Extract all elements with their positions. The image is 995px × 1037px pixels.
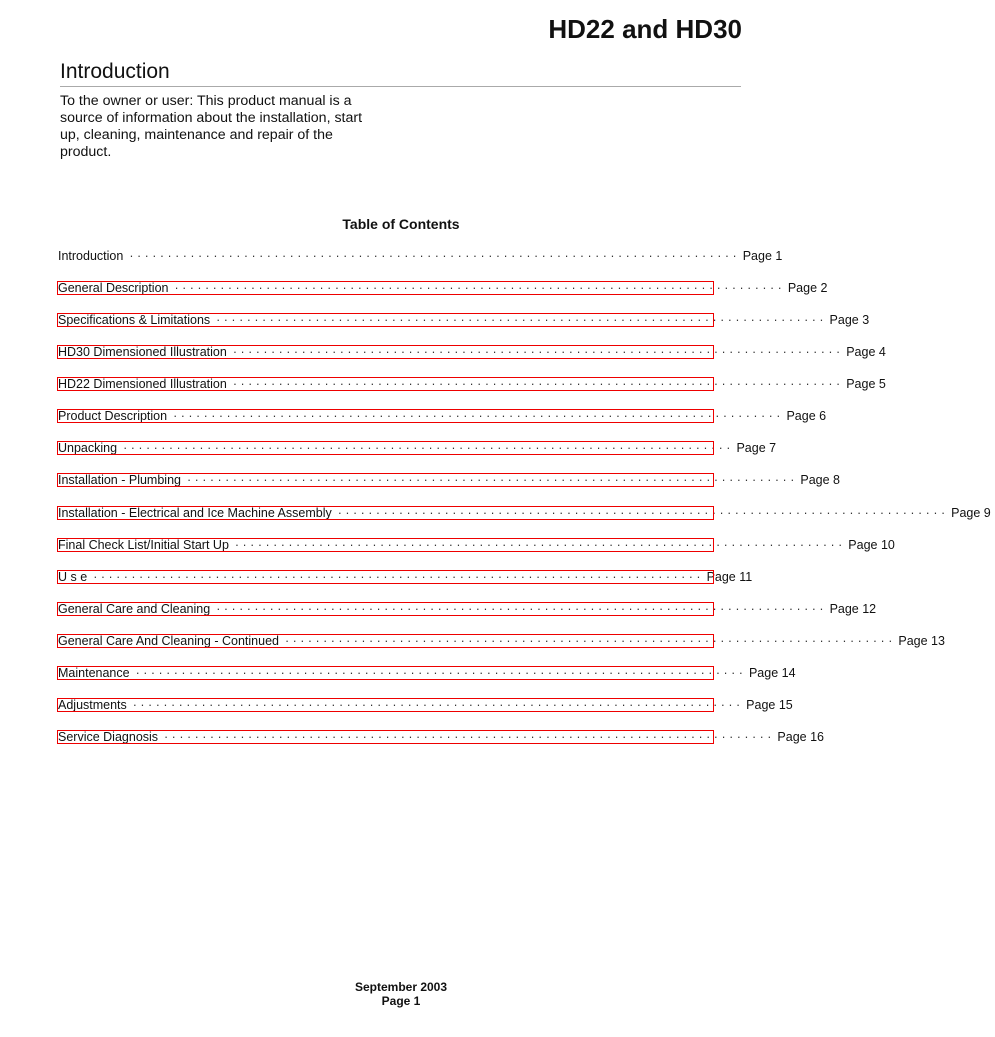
toc-entry[interactable]: [58, 697, 793, 713]
toc-entry-label: Unpacking: [58, 441, 118, 455]
toc-entry-page: Page 4: [846, 345, 886, 359]
toc-entry[interactable]: [58, 344, 886, 360]
toc-entry[interactable]: [58, 408, 827, 424]
toc-entry-page: Page 5: [846, 377, 886, 391]
toc-entry-page: Page 9: [951, 506, 991, 520]
toc-entry-label: U s e: [58, 570, 88, 584]
toc-entry-label: HD22 Dimensioned Illustration: [58, 377, 227, 391]
toc-entry[interactable]: [58, 729, 824, 745]
toc-leader-dots: · · · · · · · · · · · · · · · · · · · · · · · · · · · · · · · · · · · · · · · · · · · · · · · · · · · · · · · · · · · · · · · · · · · · · · · · · · · · · · · ·: [216, 602, 824, 616]
toc-entry-label: Specifications & Limitations: [58, 313, 211, 327]
toc-leader-dots: · · · · · · · · · · · · · · · · · · · · · · · · · · · · · · · · · · · · · · · · · · · · · · · · · · · · · · · · · · · · · · · · · · · · · · · · · · · · · · · ·: [337, 506, 946, 520]
toc-leader-dots: · · · · · · · · · · · · · · · · · · · · · · · · · · · · · · · · · · · · · · · · · · · · · · · · · · · · · · · · · · · · · · · · · · · · · · · · · · · · · · · ·: [173, 409, 781, 423]
toc-entry-page: Page 14: [748, 666, 796, 680]
toc-leader-dots: · · · · · · · · · · · · · · · · · · · · · · · · · · · · · · · · · · · · · · · · · · · · · · · · · · · · · · · · · · · · · · · · · · · · · · · · · · · · · · · ·: [216, 313, 824, 327]
toc-entry[interactable]: [58, 601, 877, 617]
toc-entry-page: Page 3: [829, 313, 870, 327]
toc-leader-dots: · · · · · · · · · · · · · · · · · · · · · · · · · · · · · · · · · · · · · · · · · · · · · · · · · · · · · · · · · · · · · · · · · · · · · · · · · · · · · · · ·: [232, 377, 841, 391]
toc-entry[interactable]: [58, 440, 777, 456]
toc-leader-dots: · · · · · · · · · · · · · · · · · · · · · · · · · · · · · · · · · · · · · · · · · · · · · · · · · · · · · · · · · · · · · · · · · · · · · · · · · · · · · · · ·: [135, 666, 743, 680]
toc-entry-label: Installation - Plumbing: [58, 473, 181, 487]
toc-entry[interactable]: [58, 312, 870, 328]
toc-leader-dots: · · · · · · · · · · · · · · · · · · · · · · · · · · · · · · · · · · · · · · · · · · · · · · · · · · · · · · · · · · · · · · · · · · · · · · · · · · · · · · · ·: [234, 538, 843, 552]
intro-paragraph: To the owner or user: This product manual is a source of information about the installation, start up, cleaning, maintenance and repair of the product.: [60, 93, 363, 160]
toc-leader-dots: · · · · · · · · · · · · · · · · · · · · · · · · · · · · · · · · · · · · · · · · · · · · · · · · · · · · · · · · · · · · · · · · · · · · · · · · · · · · · · · ·: [164, 730, 772, 744]
toc-entry-label: Installation - Electrical and Ice Machine Assembly: [58, 506, 332, 520]
toc-entry-label: General Care and Cleaning: [58, 602, 211, 616]
toc-entry-label: Maintenance: [58, 666, 130, 680]
toc-entry-label: Adjustments: [58, 698, 127, 712]
toc-entry-page: Page 10: [848, 538, 895, 552]
toc-title: Table of Contents: [342, 216, 460, 232]
toc-entry-page: Page 15: [746, 698, 793, 712]
toc-entry[interactable]: [58, 665, 796, 681]
toc-leader-dots: · · · · · · · · · · · · · · · · · · · · · · · · · · · · · · · · · · · · · · · · · · · · · · · · · · · · · · · · · · · · · · · · · · · · · · · · · · · · · · · ·: [284, 634, 893, 648]
toc-entry-label: General Care And Cleaning - Continued: [58, 634, 279, 648]
toc-leader-dots: · · · · · · · · · · · · · · · · · · · · · · · · · · · · · · · · · · · · · · · · · · · · · · · · · · · · · · · · · · · · · · · · · · · · · · · · · · · · · · · ·: [123, 441, 731, 455]
section-heading: Introduction: [60, 60, 170, 83]
toc-leader-dots: · · · · · · · · · · · · · · · · · · · · · · · · · · · · · · · · · · · · · · · · · · · · · · · · · · · · · · · · · · · · · · · · · · · · · · · · · · · · · · · ·: [232, 345, 841, 359]
footer-date: September 2003: [354, 980, 448, 994]
toc-entry-label: Product Description: [58, 409, 168, 423]
toc-entry[interactable]: [58, 569, 753, 585]
toc-entry-label: Introduction: [58, 249, 124, 263]
toc-entry[interactable]: [58, 633, 945, 649]
toc-entry-label: Service Diagnosis: [58, 730, 159, 744]
toc-entry[interactable]: [58, 537, 895, 553]
toc-entry: [58, 248, 783, 264]
footer-page-number: Page 1: [381, 994, 421, 1008]
toc-leader-dots: · · · · · · · · · · · · · · · · · · · · · · · · · · · · · · · · · · · · · · · · · · · · · · · · · · · · · · · · · · · · · · · · · · · · · · · · · · · · · · · ·: [129, 249, 737, 263]
toc-entry[interactable]: [58, 505, 991, 521]
toc-entry-page: Page 7: [736, 441, 777, 455]
toc-entry-page: Page 2: [787, 281, 828, 295]
toc-entry-page: Page 6: [786, 409, 827, 423]
toc-entry-page: Page 1: [742, 249, 783, 263]
toc-entry-page: Page 16: [777, 730, 824, 744]
toc-entry-page: Page 12: [829, 602, 877, 616]
toc-entry-page: Page 8: [800, 473, 840, 487]
page-footer: [0, 980, 802, 1008]
toc-leader-dots: · · · · · · · · · · · · · · · · · · · · · · · · · · · · · · · · · · · · · · · · · · · · · · · · · · · · · · · · · · · · · · · · · · · · · · · · · · · · · · · ·: [186, 473, 795, 487]
toc-entry[interactable]: [58, 472, 840, 488]
document-model-title: HD22 and HD30: [548, 14, 742, 44]
toc-entry-label: General Description: [58, 281, 169, 295]
toc-leader-dots: · · · · · · · · · · · · · · · · · · · · · · · · · · · · · · · · · · · · · · · · · · · · · · · · · · · · · · · · · · · · · · · · · · · · · · · · · · · · · · · ·: [93, 570, 701, 584]
toc-leader-dots: · · · · · · · · · · · · · · · · · · · · · · · · · · · · · · · · · · · · · · · · · · · · · · · · · · · · · · · · · · · · · · · · · · · · · · · · · · · · · · · ·: [174, 281, 782, 295]
toc-leader-dots: · · · · · · · · · · · · · · · · · · · · · · · · · · · · · · · · · · · · · · · · · · · · · · · · · · · · · · · · · · · · · · · · · · · · · · · · · · · · · · · ·: [132, 698, 741, 712]
toc-entry[interactable]: [58, 376, 886, 392]
toc-entry-page: Page 13: [898, 634, 945, 648]
toc-entry[interactable]: [58, 280, 828, 296]
toc-entry-label: Final Check List/Initial Start Up: [58, 538, 229, 552]
toc-entry-page: Page 11: [706, 570, 753, 584]
heading-divider: [60, 86, 741, 87]
toc-entry-label: HD30 Dimensioned Illustration: [58, 345, 227, 359]
